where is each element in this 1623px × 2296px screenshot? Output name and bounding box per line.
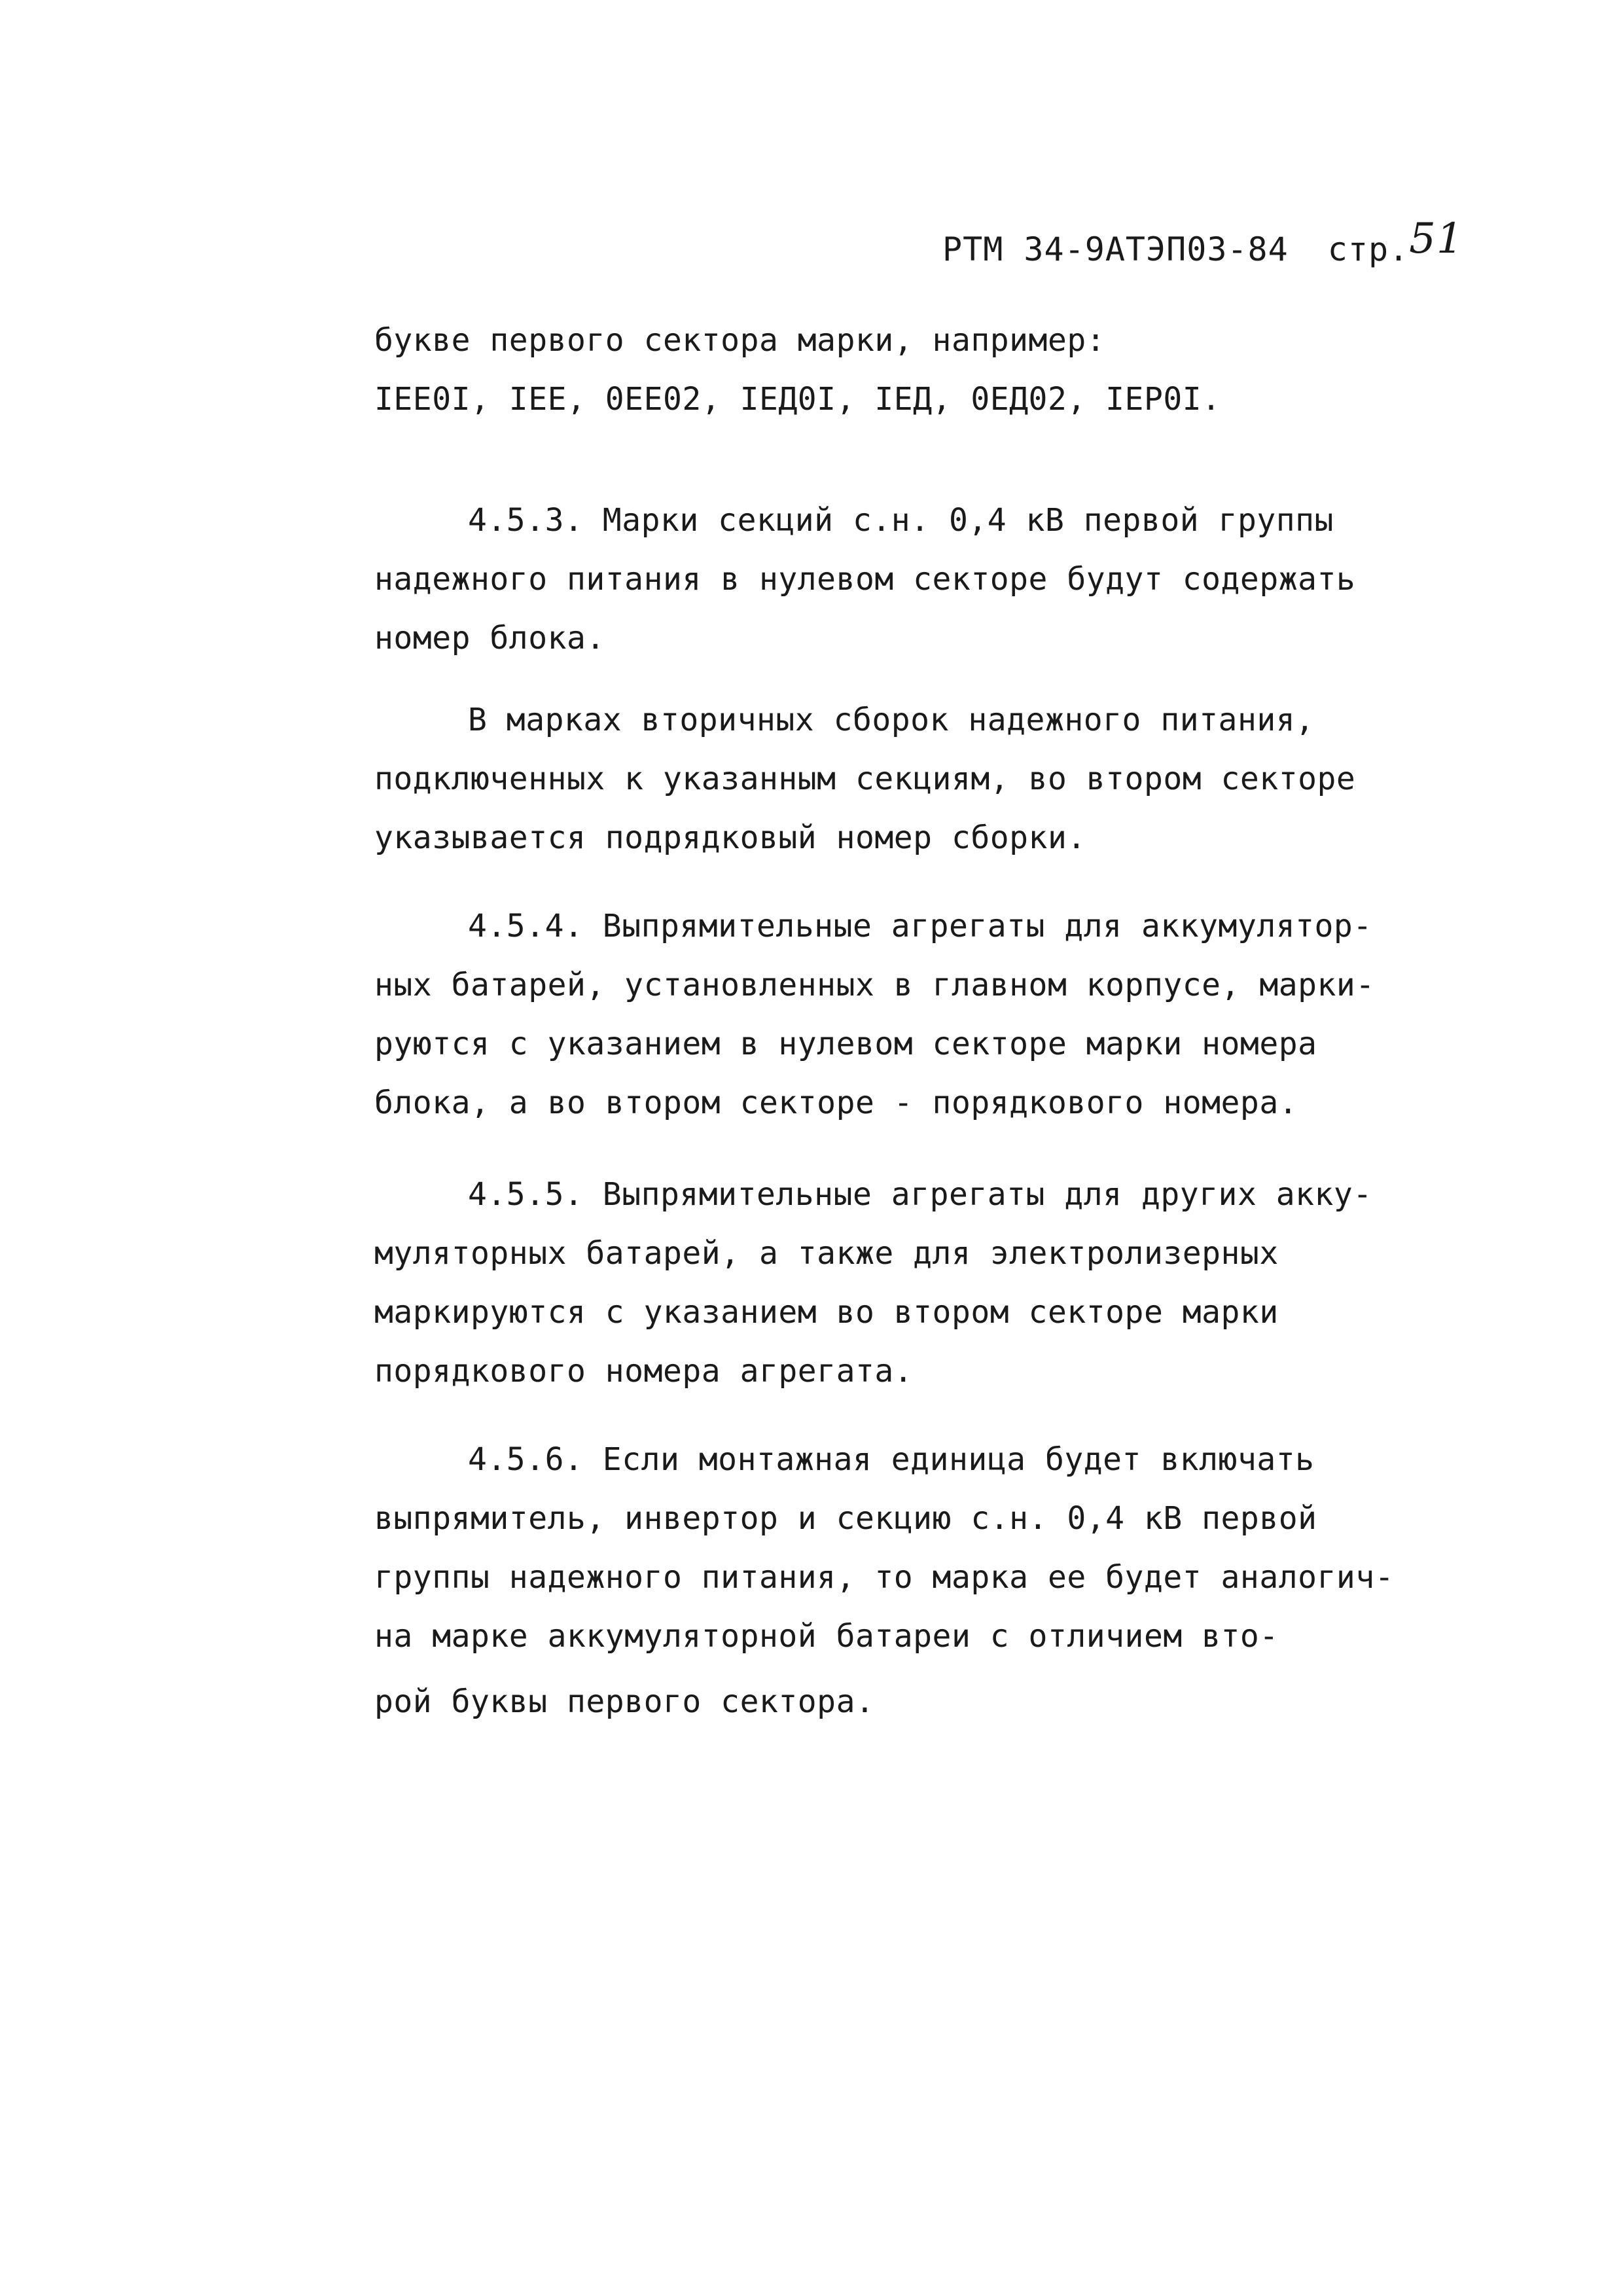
- text-line: рой буквы первого сектора.: [374, 1683, 875, 1720]
- text-line: В марках вторичных сборок надежного питания,: [468, 702, 1315, 738]
- text-line: выпрямитель, инвертор и секцию с.н. 0,4 кВ первой: [374, 1500, 1317, 1537]
- text-line: указывается подрядковый номер сборки.: [374, 819, 1086, 856]
- text-line: блока, а во втором секторе - порядкового номера.: [374, 1085, 1298, 1121]
- document-code: РТМ 34-9АТЭП03-84: [942, 230, 1289, 268]
- page-number: 51: [1409, 215, 1464, 263]
- text-line: букве первого сектора марки, например:: [374, 322, 1106, 359]
- text-line: руются с указанием в нулевом секторе марки номера: [374, 1026, 1317, 1062]
- text-line: порядкового номера агрегата.: [374, 1353, 914, 1390]
- text-line: надежного питания в нулевом секторе будут содержать: [374, 561, 1356, 598]
- text-line: ных батарей, установленных в главном корпусе, марки-: [374, 967, 1375, 1003]
- page-header: [942, 215, 1464, 271]
- text-line: на марке аккумуляторной батареи с отличием вто-: [374, 1618, 1279, 1655]
- paragraph-4-5-3-line: 4.5.3. Марки секций с.н. 0,4 кВ первой группы: [468, 502, 1334, 539]
- paragraph-4-5-6-line: 4.5.6. Если монтажная единица будет включать: [468, 1441, 1315, 1478]
- paragraph-4-5-4-line: 4.5.4. Выпрямительные агрегаты для аккумулятор-: [468, 908, 1372, 944]
- text-line: муляторных батарей, а также для электролизерных: [374, 1235, 1279, 1272]
- text-line: номер блока.: [374, 620, 605, 656]
- text-line: группы надежного питания, то марка ее будет аналогич-: [374, 1559, 1395, 1596]
- paragraph-4-5-5-line: 4.5.5. Выпрямительные агрегаты для других акку-: [468, 1176, 1372, 1213]
- text-line: подключенных к указанным секциям, во втором секторе: [374, 761, 1356, 797]
- text-line: маркируются с указанием во втором секторе марки: [374, 1294, 1279, 1331]
- page-label: стр.: [1327, 230, 1410, 268]
- text-line: IEE0I, IEE, 0EE02, IEД0I, IEД, 0EД02, IEP0I.: [374, 381, 1221, 418]
